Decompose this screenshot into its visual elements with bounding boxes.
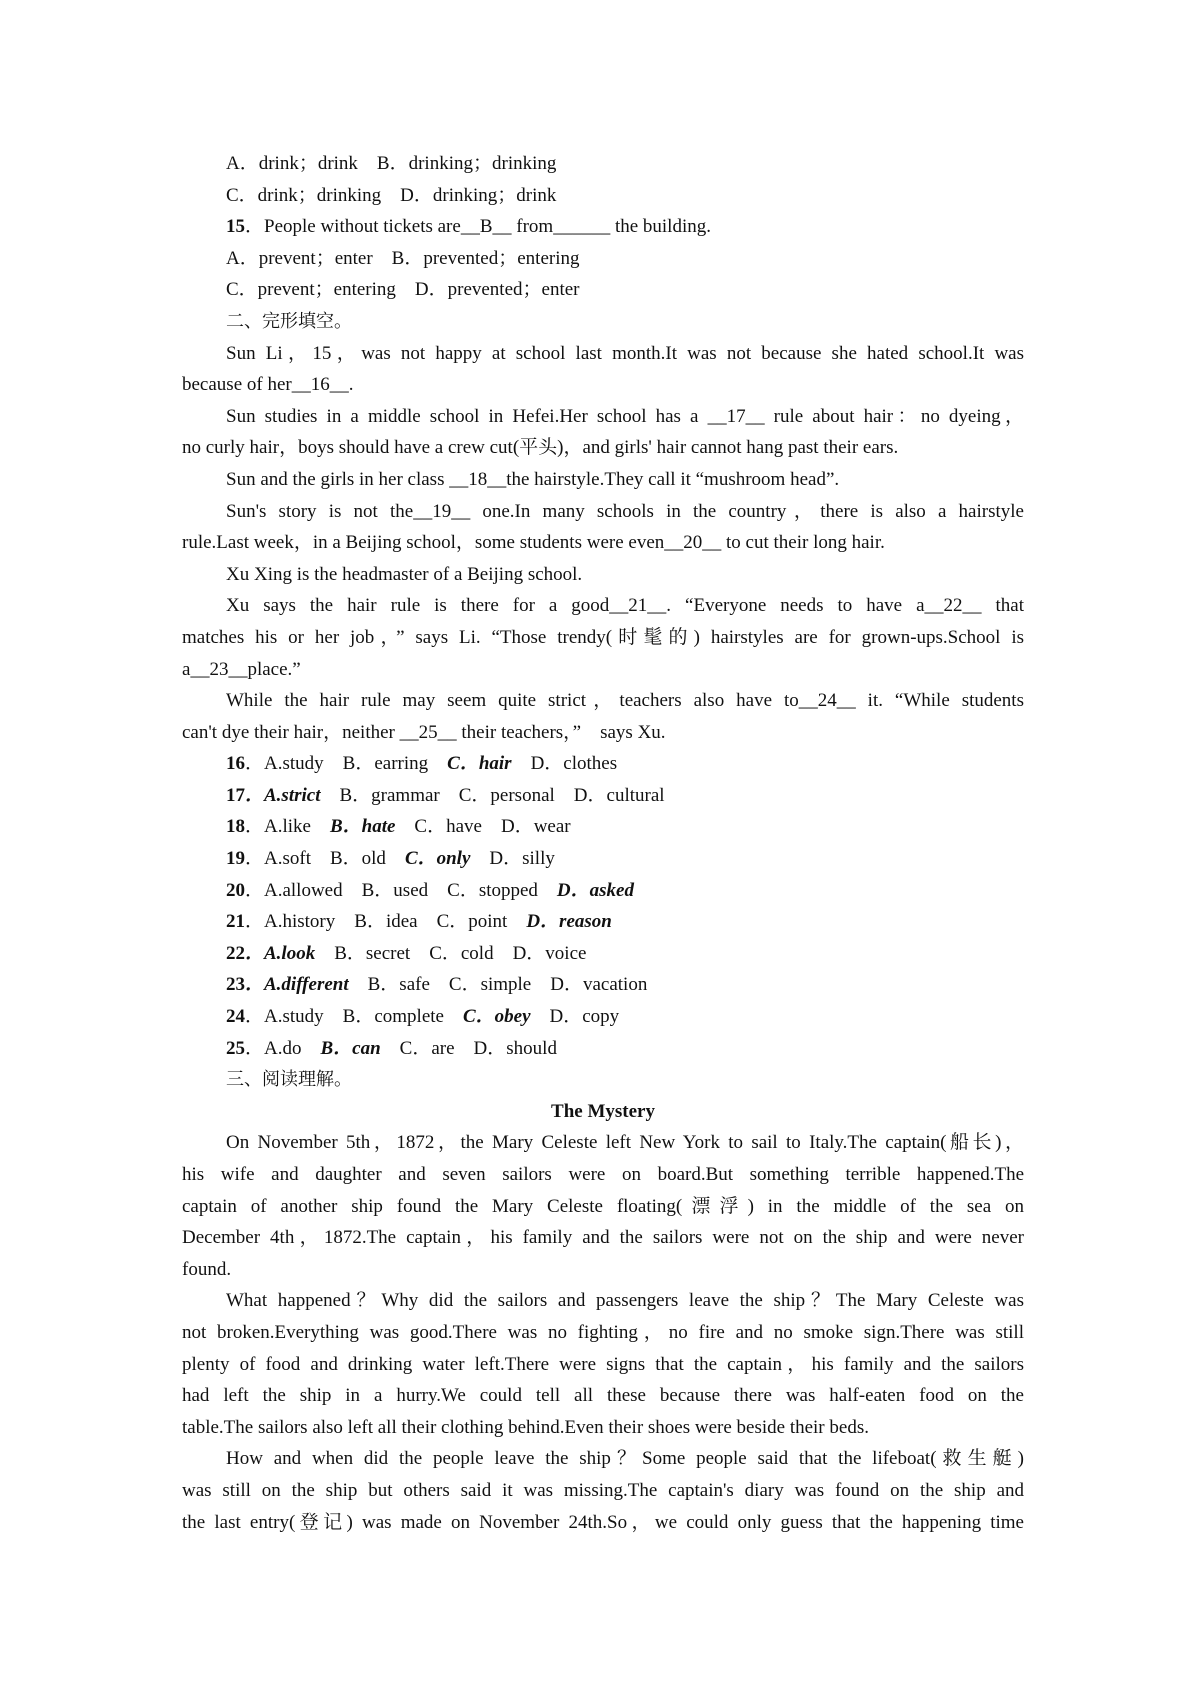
q14-options-line-2: C．drink；drinking D．drinking；drink [226,184,557,206]
passage-p1-line-1: On November 5th，1872，the Mary Celeste left New York to sail to Italy.The captain(船长)， [226,1132,1024,1154]
q15-question [182,211,1024,243]
q15-text-post: the building. [610,216,711,238]
blank-23: __23__ [190,658,248,680]
blank-19: __19__ [413,500,471,522]
cloze-text: to cut their long hair. [721,532,885,554]
choice-option-d: D．cultural [554,784,665,806]
cloze-text: it. “While students [855,690,1024,712]
passage-p1-line-4: December 4th，1872.The captain，his family and the sailors were not on the ship and were never [182,1227,1024,1249]
choice-number: 20 [226,879,245,901]
q15-options-line-1: A．prevent；enter B．prevented；entering [226,247,580,269]
passage-p2-line-5: table.The sailors also left all their clothing behind.Even their shoes were beside their beds. [182,1416,869,1438]
cloze-p5: Xu Xing is the headmaster of a Beijing school. [226,563,583,585]
cloze-p4-line-2 [182,527,1024,559]
passage-p3-line-2: was still on the ship but others said it was missing.The captain's diary was found on the ship and [182,1479,1024,1501]
choice-option-d: D．should [454,1037,557,1059]
choice-option-c: C．are [380,1037,455,1059]
choice-number: 24 [226,1006,245,1028]
cloze-text: Xu says the hair rule is there for a good [226,595,610,617]
document-page [182,148,1024,1538]
cloze-text: While the hair rule may seem quite strict，teachers also have to [226,690,799,712]
cloze-p2-line-1 [182,401,1024,433]
blank-17: __17__ [707,405,765,427]
choice-option-d: D．voice [493,942,587,964]
cloze-p3 [182,464,1024,496]
cloze-text: one.In many schools in the country，there is also a hairstyle [470,500,1024,522]
cloze-text: rule about hair：no dyeing， [764,405,1024,427]
passage-p1-line-2: his wife and daughter and seven sailors were on board.But something terrible happened.The [182,1164,1024,1185]
cloze-text: rule.Last week，in a Beijing school，some students were even [182,532,665,554]
cloze-text: place.” [247,658,301,680]
blank-18: __18__ [449,468,507,490]
choice-option-a: ．A.strict [245,784,321,806]
choice-option-a: ．A.do [245,1037,302,1059]
choice-option-c: C．obey [443,1006,531,1028]
q15-text-pre: ．People without tickets are [245,216,461,238]
choice-option-d: D．clothes [511,753,618,775]
choice-option-a: ．A.like [245,816,311,838]
choice-number: 19 [226,848,245,870]
cloze-p4-line-1 [182,496,1024,528]
choice-number: 25 [226,1037,245,1059]
choice-option-c: C．simple [429,974,532,996]
q15-number: 15 [226,216,245,238]
passage-p2-line-4: had left the ship in a hurry.We could tell all these because there was half-eaten food on the [182,1385,1024,1407]
choice-row-17 [182,780,1024,812]
blank-25: __25__ [399,721,457,743]
choice-option-d: D．silly [470,848,555,870]
choice-number: 22 [226,942,245,964]
choice-option-c: C．point [417,911,508,933]
choice-option-b: B．can [301,1037,381,1059]
section-2-heading: 二、完形填空。 [226,310,352,332]
choice-option-b: B．complete [323,1006,444,1028]
choice-option-c: C．cold [410,942,494,964]
choice-option-c: C．stopped [428,879,538,901]
choice-option-b: B．hate [310,816,396,838]
passage-title: The Mystery [551,1100,655,1122]
choice-option-c: C．hair [428,753,512,775]
choice-option-d: D．reason [507,911,612,933]
choice-option-a: ．A.allowed [245,879,343,901]
cloze-p6-line-3 [182,654,1024,686]
choice-option-b: B．safe [348,974,430,996]
choice-option-b: B．grammar [320,784,440,806]
cloze-text: Sun's story is not the [226,500,414,522]
cloze-text: . [348,374,354,396]
blank-24: __24__ [798,690,856,712]
choice-option-a: ．A.study [245,1006,324,1028]
section-3-heading: 三、阅读理解。 [226,1069,352,1091]
choice-option-a: ．A.different [245,974,349,996]
cloze-text: . “Everyone needs to have a [666,595,925,617]
passage-p1-line-5: found. [182,1258,232,1280]
choice-row-21 [182,906,1024,938]
blank-21: __21__ [609,595,667,617]
passage-p2-line-2: not broken.Everything was good.There was no fighting，no fire and no smoke sign.There was still [182,1321,1024,1343]
choice-number: 16 [226,753,245,775]
cloze-text: Sun studies in a middle school in Hefei.Her school has a [226,405,708,427]
cloze-p2-line-2: no curly hair，boys should have a crew cut(平头)，and girls' hair cannot hang past their ears. [182,437,899,459]
choice-number: 17 [226,784,245,806]
blank-20: __20__ [664,532,722,554]
cloze-text: because of her [182,374,292,396]
passage-p3-line-1: How and when did the people leave the ship？Some people said that the lifeboat(救生艇) [226,1448,1024,1470]
choice-number: 21 [226,911,245,933]
cloze-p1-line-2 [182,369,1024,401]
choice-option-b: B．old [310,848,386,870]
choice-option-b: B．earring [323,753,429,775]
q14-options-line-1: A．drink；drink B．drinking；drinking [226,153,557,174]
choice-option-b: B．used [342,879,429,901]
passage-p2-line-3: plenty of food and drinking water left.There were signs that the captain，his family and the sailors [182,1353,1024,1375]
choice-row-16 [182,748,1024,780]
choice-option-d: D．asked [537,879,634,901]
passage-p1-line-3: captain of another ship found the Mary Celeste floating(漂浮) in the middle of the sea on [182,1195,1024,1217]
choice-number: 18 [226,816,245,838]
q15-options-line-2: C．prevent；entering D．prevented；enter [226,279,580,301]
q15-blank-2: ______ [553,216,611,238]
choice-list [182,748,1024,1064]
choice-row-25 [182,1033,1024,1065]
choice-option-a: ．A.history [245,911,336,933]
passage-p3-line-3: the last entry(登记) was made on November 24th.So，we could only guess that the happening time [182,1511,1024,1533]
cloze-p6-line-2: matches his or her job，” says Li. “Those trendy(时髦的) hairstyles are for grown-ups.School is [182,626,1024,648]
cloze-p7-line-1 [182,685,1024,717]
choice-option-a: ．A.soft [245,848,311,870]
choice-row-23 [182,969,1024,1001]
q15-text-mid: from [511,216,554,238]
choice-option-d: D．wear [481,816,571,838]
passage-p2-line-1: What happened？Why did the sailors and passengers leave the ship？The Mary Celeste was [226,1290,1024,1312]
cloze-text: can't dye their hair，neither [182,721,400,743]
choice-option-a: ．A.look [245,942,316,964]
cloze-p6-line-1 [182,590,1024,622]
cloze-p1-line-1: Sun Li，15，was not happy at school last month.It was not because she hated school.It was [226,342,1024,364]
choice-option-b: B．secret [315,942,411,964]
cloze-text: a [182,658,191,680]
choice-row-20 [182,875,1024,907]
choice-option-c: C．only [385,848,471,870]
choice-option-b: B．idea [335,911,418,933]
cloze-text: the hairstyle.They call it “mushroom head”. [506,468,840,490]
choice-number: 23 [226,974,245,996]
q15-blank-1: __B__ [460,216,512,238]
blank-16: __16__ [291,374,349,396]
cloze-text: that [981,595,1025,617]
choice-option-d: D．copy [530,1006,620,1028]
choice-row-19 [182,843,1024,875]
choice-option-c: C．have [395,816,482,838]
cloze-text: Sun and the girls in her class [226,468,450,490]
choice-option-d: D．vacation [531,974,648,996]
cloze-text: their teachers，” says Xu. [456,721,666,743]
choice-option-c: C．personal [439,784,555,806]
choice-row-22 [182,938,1024,970]
choice-row-24 [182,1001,1024,1033]
choice-row-18 [182,811,1024,843]
cloze-p7-line-2 [182,717,1024,749]
blank-22: __22__ [924,595,982,617]
choice-option-a: ．A.study [245,753,324,775]
